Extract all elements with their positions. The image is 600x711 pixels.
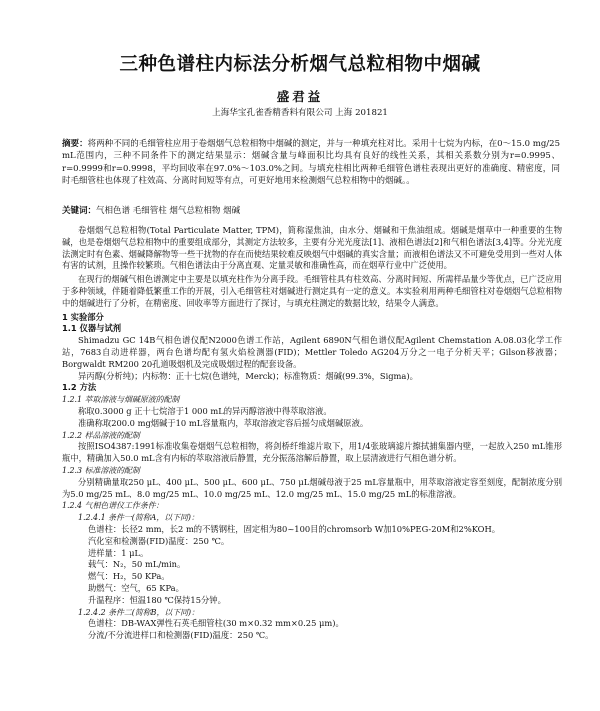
keywords [62, 205, 560, 217]
condition-a-item: 汽化室和检测器(FID)温度：250 ℃。 [88, 535, 230, 546]
extraction-text-1: 称取0.3000 g 正十七烷溶于1 000 mL的异丙醇溶液中得萃取溶液。 [78, 405, 332, 416]
subsection-heading-sample: 1.2.2 样品溶液的配制 [62, 430, 140, 440]
instruments-paragraph: Shimadzu GC 14B气相色谱仪配N2000色谱工作站，Agilent 6890N气相色谱仪配Agilent Chemstation A.08.03化学工作站，7683自动进样器，两台色谱均配有氢火焰检测器(FID)；Mettler Toledo AG204万分之一电子分析天平；Gilson移液器；Borgwaldt RM200 20孔道吸烟机及完成吸烟过程的配套设备。 [62, 335, 562, 369]
sample-prep-text: 按照ISO4387:1991标准收集卷烟烟气总粒相物，将剑桥纤维滤片取下，用1/4张玻璃滤片擦拭捕集器内壁，一起放入250 mL锥形瓶中，精确加入50.0 mL含有内标的萃取溶液后静置，充分振荡溶解后静置，取上层清液进行气相色谱分析。 [62, 441, 562, 464]
condition-a-item: 色谱柱：长径2 mm，长2 m的不锈钢柱，固定相为80~100目的chromsorb W加10%PEG-20M和2%KOH。 [88, 523, 501, 534]
condition-a-item: 助燃气：空气，65 KPa。 [88, 582, 184, 593]
section-heading-methods: 1.2 方法 [62, 382, 97, 393]
condition-a-item: 进样量：1 μL。 [88, 547, 149, 558]
condition-b-item: 色谱柱：DB-WAX弹性石英毛细管柱(30 m×0.32 mm×0.25 μm)。 [88, 618, 344, 629]
paper-title: 三种色谱柱内标法分析烟气总粒相物中烟碱 [119, 54, 481, 75]
abstract [62, 138, 560, 188]
standard-prep-text: 分别精确量取250 μL、400 μL、500 μL、600 μL、750 μL烟碱母液于25 mL容量瓶中，用萃取溶液定容至刻度，配制浓度分别为5.0 mg/25 mL、8.0 mg/25 mL、10.0 mg/25 mL、12.0 mg/25 mL、15.0 mg/25 mL的标准溶液。 [62, 476, 562, 499]
extraction-text-2: 准确称取200.0 mg烟碱于10 mL容量瓶内，萃取溶液定容后摇匀成烟碱原液。 [78, 417, 369, 428]
subsection-heading-extraction: 1.2.1 萃取溶液与烟碱原液的配制 [62, 395, 180, 405]
condition-b-heading: 1.2.4.2 条件二(简称B，以下同)： [78, 607, 199, 617]
condition-a-heading: 1.2.4.1 条件一(简称A，以下同)： [78, 513, 199, 523]
abstract-text: 将两种不同的毛细管柱应用于卷烟烟气总粒相物中烟碱的测定，并与一种填充柱对比。采用十七烷为内标，在0～15.0 mg/25 mL范围内，三种不同条件下的测定结果显示：烟碱含量与峰面积比均具有良好的线性关系，其相关系数分别为r=0.9995、r=0.9999和r=0.9998，平均回收率在97.0%～103.0%之间。与填充柱相比两种毛细管色谱柱表现出更好的准确度、精密度，同时毛细管柱也体现了柱效高、分离时间短等有点，可更好地用来检测烟气总粒相物中的烟碱。。 [62, 139, 560, 187]
abstract-label: 摘要： [62, 139, 88, 149]
intro-paragraph-2: 在现行的烟碱气相色谱测定中主要是以填充柱作为分离手段。毛细管柱具有柱效高、分离时间短、所需样品量少等优点，已广泛应用于多种领域，伴随着降低繁重工作的开展，引入毛细管柱对烟碱进行测定具有一定的意义。本实验利用两种毛细管柱对卷烟烟气总粒相物中的烟碱进行了分析，在精密度、回收率等方面进行了探讨，与填充柱测定的数据比较，结果令人满意。 [62, 274, 562, 308]
condition-b-item: 分流/不分流进样口和检测器(FID)温度：250 ℃。 [88, 630, 274, 641]
keywords-text: 气相色谱 毛细管柱 烟气总粒相物 烟碱 [96, 206, 241, 216]
section-heading-experimental: 1 实验部分 [62, 311, 104, 322]
intro-paragraph-1: 卷烟烟气总粒相物(Total Particulate Matter, TPM)，简称湿焦油，由水分、烟碱和干焦油组成。烟碱是烟草中一种重要的生物碱，也是卷烟烟气总粒相物中的重要组成部分，其测定方法较多，主要有分光光度法[1]、液相色谱法[2]和气相色谱法[3,4]等。分光光度法测定时有色素、烟碱降解物等一些干扰物的存在而使结果较难反映烟气中烟碱的真实含量；而液相色谱法又不可避免受用到一些对人体有害的试剂，且操作较繁琐。气相色谱法由于分离直观、定量灵敏和准确性高，而在烟草行业中广泛使用。 [62, 225, 562, 271]
condition-a-item: 载气：N₂，50 mL/min。 [88, 559, 186, 570]
condition-a-item: 燃气：H₂，50 KPa。 [88, 571, 170, 582]
paper-body [62, 225, 562, 642]
author-affiliation: 上海华宝孔雀香精香料有限公司 上海 201821 [212, 108, 388, 118]
subsection-heading-gc-conditions: 1.2.4 气相色谱仪工作条件： [62, 501, 164, 511]
reagents-paragraph: 异丙醇(分析纯)；内标物：正十七烷(色谱纯，Merck)；标准物质：烟碱(99.3%，Sigma)。 [78, 370, 418, 381]
section-heading-instruments: 1.1 仪器与试剂 [62, 323, 122, 334]
author-name: 盛君益 [276, 89, 324, 104]
keywords-label: 关键词： [62, 206, 97, 216]
condition-a-item: 升温程序：恒温180 ℃保持15分钟。 [88, 594, 226, 605]
subsection-heading-standard: 1.2.3 标准溶液的配制 [62, 465, 140, 475]
